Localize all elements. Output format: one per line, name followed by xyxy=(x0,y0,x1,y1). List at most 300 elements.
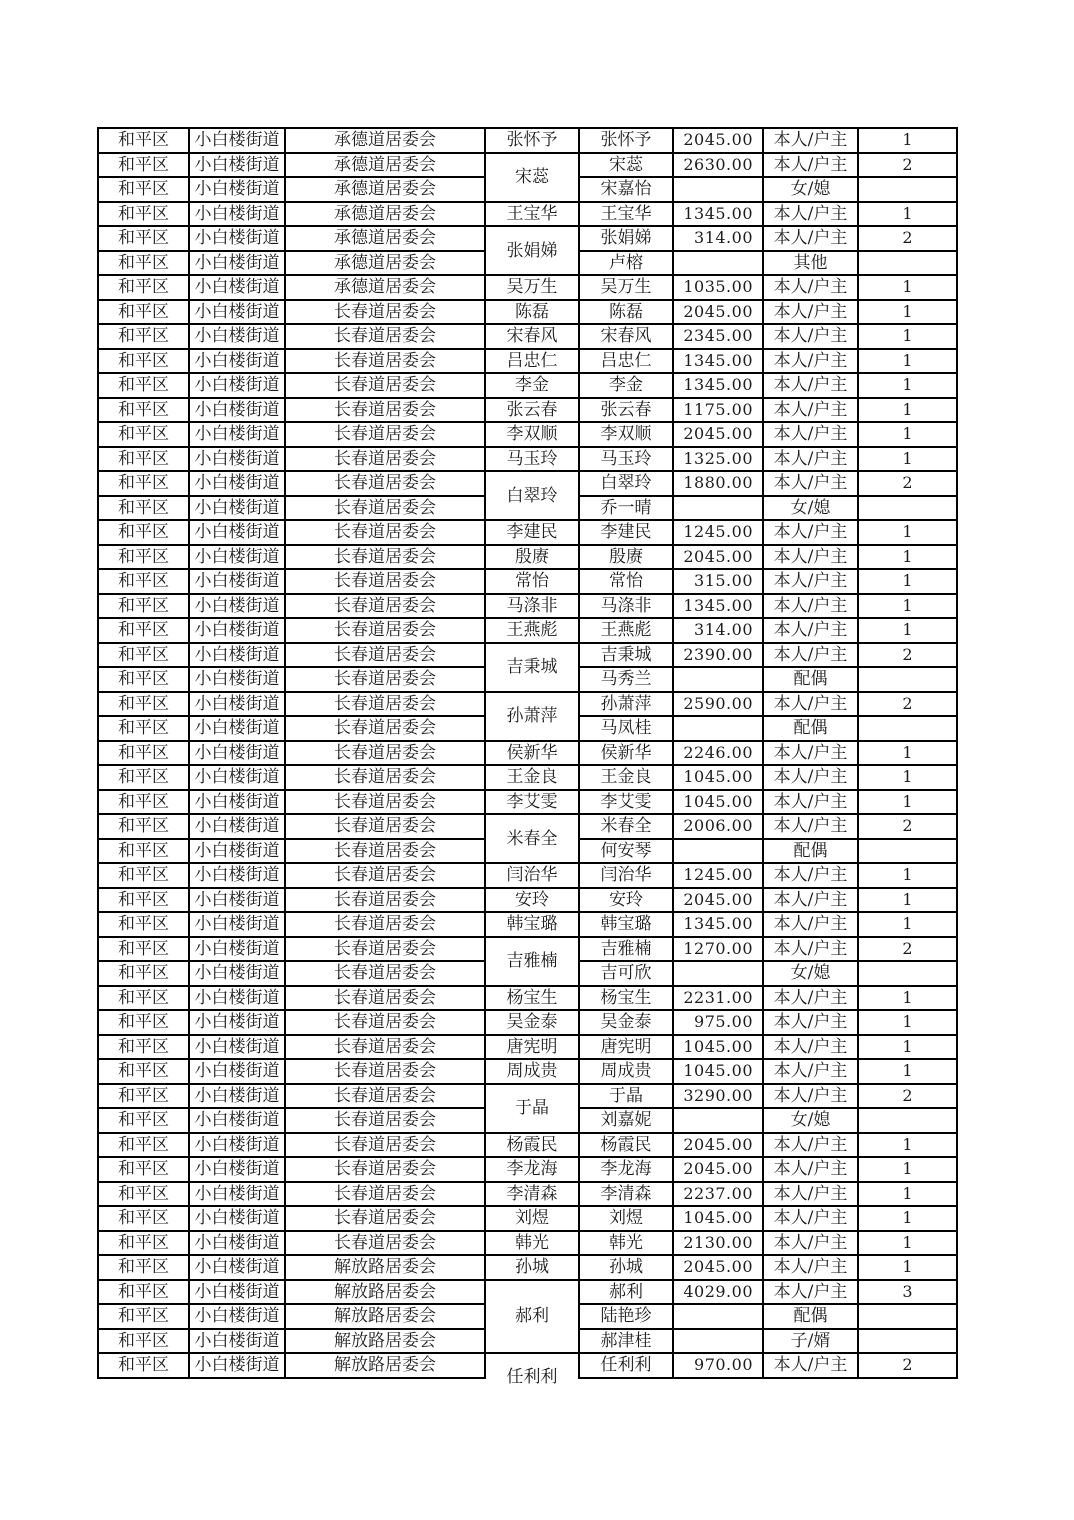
cell-committee: 长春道居委会 xyxy=(285,814,485,839)
cell-relation: 本人/户主 xyxy=(763,373,858,398)
cell-committee: 长春道居委会 xyxy=(285,1059,485,1084)
cell-member: 宋春风 xyxy=(579,324,673,349)
cell-count: 1 xyxy=(858,1231,957,1256)
cell-committee: 长春道居委会 xyxy=(285,618,485,643)
cell-street: 小白楼街道 xyxy=(189,1182,285,1207)
cell-street: 小白楼街道 xyxy=(189,1035,285,1060)
cell-committee: 长春道居委会 xyxy=(285,373,485,398)
cell-member: 陆艳珍 xyxy=(579,1304,673,1329)
cell-amount: 314.00 xyxy=(673,226,763,251)
cell-street: 小白楼街道 xyxy=(189,839,285,864)
cell-district: 和平区 xyxy=(98,716,189,741)
cell-member: 安玲 xyxy=(579,888,673,913)
cell-street: 小白楼街道 xyxy=(189,447,285,472)
cell-member: 王燕彪 xyxy=(579,618,673,643)
cell-amount xyxy=(673,1304,763,1329)
cell-relation: 女/媳 xyxy=(763,1108,858,1133)
cell-committee: 长春道居委会 xyxy=(285,520,485,545)
cell-committee: 承德道居委会 xyxy=(285,153,485,178)
cell-amount: 4029.00 xyxy=(673,1280,763,1305)
cell-member: 吉秉城 xyxy=(579,643,673,668)
cell-household-head: 张怀予 xyxy=(485,128,579,153)
cell-count: 1 xyxy=(858,912,957,937)
cell-relation: 本人/户主 xyxy=(763,324,858,349)
table-row xyxy=(98,545,957,570)
table-row xyxy=(98,1280,957,1305)
cell-amount: 1175.00 xyxy=(673,398,763,423)
cell-count: 1 xyxy=(858,520,957,545)
cell-committee: 长春道居委会 xyxy=(285,643,485,668)
cell-member: 郝津桂 xyxy=(579,1329,673,1354)
cell-committee: 长春道居委会 xyxy=(285,1035,485,1060)
cell-amount xyxy=(673,667,763,692)
table-row xyxy=(98,324,957,349)
cell-relation: 本人/户主 xyxy=(763,447,858,472)
cell-district: 和平区 xyxy=(98,937,189,962)
cell-committee: 承德道居委会 xyxy=(285,128,485,153)
cell-district: 和平区 xyxy=(98,275,189,300)
cell-count xyxy=(858,496,957,521)
cell-committee: 解放路居委会 xyxy=(285,1280,485,1305)
cell-member: 李龙海 xyxy=(579,1157,673,1182)
cell-relation: 本人/户主 xyxy=(763,422,858,447)
cell-committee: 长春道居委会 xyxy=(285,545,485,570)
cell-household-head: 吴万生 xyxy=(485,275,579,300)
cell-amount: 3290.00 xyxy=(673,1084,763,1109)
cell-member: 马玉玲 xyxy=(579,447,673,472)
cell-district: 和平区 xyxy=(98,1206,189,1231)
cell-committee: 长春道居委会 xyxy=(285,961,485,986)
cell-member: 常怡 xyxy=(579,569,673,594)
cell-household-head: 张云春 xyxy=(485,398,579,423)
cell-district: 和平区 xyxy=(98,128,189,153)
cell-count xyxy=(858,667,957,692)
cell-committee: 承德道居委会 xyxy=(285,226,485,251)
cell-street: 小白楼街道 xyxy=(189,569,285,594)
cell-committee: 长春道居委会 xyxy=(285,1231,485,1256)
cell-relation: 本人/户主 xyxy=(763,1010,858,1035)
cell-committee: 长春道居委会 xyxy=(285,324,485,349)
table-row xyxy=(98,422,957,447)
cell-member: 李艾雯 xyxy=(579,790,673,815)
cell-street: 小白楼街道 xyxy=(189,937,285,962)
cell-relation: 本人/户主 xyxy=(763,912,858,937)
cell-household-head: 杨霞民 xyxy=(485,1133,579,1158)
cell-relation: 本人/户主 xyxy=(763,643,858,668)
cell-amount: 1345.00 xyxy=(673,373,763,398)
cell-count: 1 xyxy=(858,1035,957,1060)
cell-count: 2 xyxy=(858,153,957,178)
cell-street: 小白楼街道 xyxy=(189,765,285,790)
cell-relation: 本人/户主 xyxy=(763,545,858,570)
cell-relation: 其他 xyxy=(763,251,858,276)
table-row xyxy=(98,520,957,545)
cell-member: 孙城 xyxy=(579,1255,673,1280)
cell-amount: 1245.00 xyxy=(673,863,763,888)
cell-member: 李建民 xyxy=(579,520,673,545)
table-row xyxy=(98,202,957,227)
cell-street: 小白楼街道 xyxy=(189,1084,285,1109)
cell-household-head xyxy=(485,1353,579,1387)
cell-street: 小白楼街道 xyxy=(189,324,285,349)
cell-household-head: 宋春风 xyxy=(485,324,579,349)
cell-committee: 长春道居委会 xyxy=(285,937,485,962)
cell-member: 吉雅楠 xyxy=(579,937,673,962)
cell-relation: 本人/户主 xyxy=(763,1280,858,1305)
cell-street: 小白楼街道 xyxy=(189,716,285,741)
cell-count xyxy=(858,961,957,986)
cell-household-head: 李艾雯 xyxy=(485,790,579,815)
cell-household-head: 韩光 xyxy=(485,1231,579,1256)
cell-member: 刘嘉妮 xyxy=(579,1108,673,1133)
cell-member: 韩宝璐 xyxy=(579,912,673,937)
cell-member: 李清森 xyxy=(579,1182,673,1207)
cell-committee: 长春道居委会 xyxy=(285,986,485,1011)
resident-subsidy-table xyxy=(97,127,958,1387)
cell-committee: 长春道居委会 xyxy=(285,398,485,423)
table-row xyxy=(98,349,957,374)
cell-relation: 本人/户主 xyxy=(763,1182,858,1207)
table-row xyxy=(98,986,957,1011)
cell-relation: 本人/户主 xyxy=(763,1255,858,1280)
cell-street: 小白楼街道 xyxy=(189,471,285,496)
cell-street: 小白楼街道 xyxy=(189,741,285,766)
cell-district: 和平区 xyxy=(98,177,189,202)
cell-district: 和平区 xyxy=(98,251,189,276)
cell-district: 和平区 xyxy=(98,349,189,374)
cell-amount: 1035.00 xyxy=(673,275,763,300)
cell-member: 吕忠仁 xyxy=(579,349,673,374)
cell-member: 宋嘉怡 xyxy=(579,177,673,202)
cell-district: 和平区 xyxy=(98,839,189,864)
cell-amount: 2237.00 xyxy=(673,1182,763,1207)
cell-household-head: 吉雅楠 xyxy=(485,937,579,986)
table-row xyxy=(98,398,957,423)
cell-amount: 1270.00 xyxy=(673,937,763,962)
cell-street: 小白楼街道 xyxy=(189,912,285,937)
cell-count: 2 xyxy=(858,471,957,496)
table-row xyxy=(98,1035,957,1060)
cell-amount: 1325.00 xyxy=(673,447,763,472)
cell-district: 和平区 xyxy=(98,496,189,521)
cell-household-head: 刘煜 xyxy=(485,1206,579,1231)
cell-member: 李双顺 xyxy=(579,422,673,447)
cell-committee: 长春道居委会 xyxy=(285,300,485,325)
cell-committee: 长春道居委会 xyxy=(285,1182,485,1207)
cell-street: 小白楼街道 xyxy=(189,1255,285,1280)
cell-district: 和平区 xyxy=(98,1304,189,1329)
cell-household-head: 白翠玲 xyxy=(485,471,579,520)
cell-amount xyxy=(673,251,763,276)
cell-count: 2 xyxy=(858,226,957,251)
cell-relation: 女/媳 xyxy=(763,496,858,521)
cell-relation: 本人/户主 xyxy=(763,1059,858,1084)
cell-committee: 长春道居委会 xyxy=(285,447,485,472)
cell-count: 1 xyxy=(858,1010,957,1035)
cell-committee: 长春道居委会 xyxy=(285,1133,485,1158)
cell-count: 1 xyxy=(858,594,957,619)
cell-amount: 2045.00 xyxy=(673,300,763,325)
table-row xyxy=(98,569,957,594)
cell-relation: 本人/户主 xyxy=(763,1035,858,1060)
cell-amount: 2045.00 xyxy=(673,128,763,153)
cell-district: 和平区 xyxy=(98,1329,189,1354)
cell-relation: 本人/户主 xyxy=(763,692,858,717)
cell-relation: 本人/户主 xyxy=(763,471,858,496)
cell-relation: 女/媳 xyxy=(763,961,858,986)
cell-district: 和平区 xyxy=(98,888,189,913)
cell-amount: 1045.00 xyxy=(673,790,763,815)
cell-count xyxy=(858,1304,957,1329)
table-row xyxy=(98,618,957,643)
cell-street: 小白楼街道 xyxy=(189,618,285,643)
cell-member: 吴万生 xyxy=(579,275,673,300)
cell-household-head: 吕忠仁 xyxy=(485,349,579,374)
cell-district: 和平区 xyxy=(98,1084,189,1109)
cell-street: 小白楼街道 xyxy=(189,1133,285,1158)
cell-district: 和平区 xyxy=(98,1059,189,1084)
cell-household-head: 陈磊 xyxy=(485,300,579,325)
cell-street: 小白楼街道 xyxy=(189,520,285,545)
cell-committee: 承德道居委会 xyxy=(285,177,485,202)
cell-household-head: 张娟娣 xyxy=(485,226,579,275)
cell-amount: 1045.00 xyxy=(673,1206,763,1231)
cell-amount: 1045.00 xyxy=(673,1035,763,1060)
cell-street: 小白楼街道 xyxy=(189,1206,285,1231)
cell-committee: 承德道居委会 xyxy=(285,202,485,227)
table-row xyxy=(98,765,957,790)
cell-count xyxy=(858,716,957,741)
cell-district: 和平区 xyxy=(98,1280,189,1305)
cell-amount: 2630.00 xyxy=(673,153,763,178)
cell-member: 马凤桂 xyxy=(579,716,673,741)
cell-committee: 长春道居委会 xyxy=(285,863,485,888)
cell-street: 小白楼街道 xyxy=(189,373,285,398)
cell-district: 和平区 xyxy=(98,153,189,178)
cell-district: 和平区 xyxy=(98,300,189,325)
cell-count: 1 xyxy=(858,349,957,374)
cell-member: 任利利 xyxy=(579,1353,673,1378)
cell-committee: 解放路居委会 xyxy=(285,1304,485,1329)
cell-amount: 2006.00 xyxy=(673,814,763,839)
cell-street: 小白楼街道 xyxy=(189,496,285,521)
cell-committee: 长春道居委会 xyxy=(285,888,485,913)
cell-amount xyxy=(673,716,763,741)
cell-street: 小白楼街道 xyxy=(189,1157,285,1182)
cell-member: 闫治华 xyxy=(579,863,673,888)
cell-household-head: 唐宪明 xyxy=(485,1035,579,1060)
cell-committee: 长春道居委会 xyxy=(285,1157,485,1182)
table-row xyxy=(98,1206,957,1231)
cell-relation: 本人/户主 xyxy=(763,275,858,300)
table-row xyxy=(98,447,957,472)
cell-committee: 长春道居委会 xyxy=(285,692,485,717)
cell-member: 刘煜 xyxy=(579,1206,673,1231)
cell-amount: 2390.00 xyxy=(673,643,763,668)
cell-household-head: 王金良 xyxy=(485,765,579,790)
cell-household-head: 王宝华 xyxy=(485,202,579,227)
cell-relation: 本人/户主 xyxy=(763,1133,858,1158)
cell-count: 1 xyxy=(858,398,957,423)
cell-relation: 女/媳 xyxy=(763,177,858,202)
cell-relation: 本人/户主 xyxy=(763,863,858,888)
cell-count: 1 xyxy=(858,545,957,570)
cell-relation: 本人/户主 xyxy=(763,128,858,153)
cell-amount: 1880.00 xyxy=(673,471,763,496)
cell-committee: 长春道居委会 xyxy=(285,349,485,374)
table-row xyxy=(98,1157,957,1182)
cell-amount: 970.00 xyxy=(673,1353,763,1378)
cell-relation: 本人/户主 xyxy=(763,1231,858,1256)
cell-district: 和平区 xyxy=(98,447,189,472)
cell-count: 1 xyxy=(858,447,957,472)
cell-relation: 配偶 xyxy=(763,1304,858,1329)
cell-street: 小白楼街道 xyxy=(189,814,285,839)
cell-amount: 2045.00 xyxy=(673,888,763,913)
cell-household-head: 杨宝生 xyxy=(485,986,579,1011)
cell-street: 小白楼街道 xyxy=(189,692,285,717)
cell-member: 王金良 xyxy=(579,765,673,790)
table-row xyxy=(98,863,957,888)
cell-amount xyxy=(673,839,763,864)
cell-relation: 本人/户主 xyxy=(763,398,858,423)
cell-street: 小白楼街道 xyxy=(189,422,285,447)
table-row xyxy=(98,1010,957,1035)
cell-street: 小白楼街道 xyxy=(189,594,285,619)
cell-district: 和平区 xyxy=(98,569,189,594)
cell-amount: 2045.00 xyxy=(673,1157,763,1182)
cell-count xyxy=(858,177,957,202)
cell-household-head: 孙城 xyxy=(485,1255,579,1280)
cell-committee: 解放路居委会 xyxy=(285,1329,485,1354)
cell-member: 孙萧萍 xyxy=(579,692,673,717)
cell-household-head: 李金 xyxy=(485,373,579,398)
cell-count xyxy=(858,1108,957,1133)
cell-relation: 本人/户主 xyxy=(763,569,858,594)
cell-district: 和平区 xyxy=(98,986,189,1011)
cell-amount: 2045.00 xyxy=(673,1255,763,1280)
cell-household-head: 李建民 xyxy=(485,520,579,545)
cell-household-head: 周成贵 xyxy=(485,1059,579,1084)
cell-count: 1 xyxy=(858,1255,957,1280)
cell-count: 1 xyxy=(858,863,957,888)
cell-relation: 本人/户主 xyxy=(763,520,858,545)
cell-relation: 本人/户主 xyxy=(763,1353,858,1378)
cell-amount: 314.00 xyxy=(673,618,763,643)
cell-relation: 本人/户主 xyxy=(763,618,858,643)
cell-amount: 2045.00 xyxy=(673,1133,763,1158)
cell-household-head: 韩宝璐 xyxy=(485,912,579,937)
cell-count: 1 xyxy=(858,888,957,913)
cell-count: 2 xyxy=(858,1353,957,1378)
cell-street: 小白楼街道 xyxy=(189,1108,285,1133)
cell-relation: 本人/户主 xyxy=(763,226,858,251)
cell-member: 周成贵 xyxy=(579,1059,673,1084)
cell-district: 和平区 xyxy=(98,471,189,496)
cell-amount xyxy=(673,496,763,521)
cell-household-head: 李清森 xyxy=(485,1182,579,1207)
cell-committee: 长春道居委会 xyxy=(285,594,485,619)
cell-district: 和平区 xyxy=(98,961,189,986)
cell-household-head: 安玲 xyxy=(485,888,579,913)
table-row xyxy=(98,128,957,153)
table-row xyxy=(98,643,957,668)
cell-district: 和平区 xyxy=(98,373,189,398)
table-row xyxy=(98,790,957,815)
cell-household-head: 于晶 xyxy=(485,1084,579,1133)
cell-street: 小白楼街道 xyxy=(189,226,285,251)
cell-street: 小白楼街道 xyxy=(189,1231,285,1256)
cell-amount: 1245.00 xyxy=(673,520,763,545)
cell-district: 和平区 xyxy=(98,692,189,717)
table-row xyxy=(98,912,957,937)
cell-district: 和平区 xyxy=(98,741,189,766)
cell-household-head: 宋蕊 xyxy=(485,153,579,202)
cell-household-head: 马涤非 xyxy=(485,594,579,619)
cell-household-head: 殷赓 xyxy=(485,545,579,570)
cell-committee: 长春道居委会 xyxy=(285,667,485,692)
cell-amount: 2246.00 xyxy=(673,741,763,766)
table-row xyxy=(98,275,957,300)
cell-household-head: 孙萧萍 xyxy=(485,692,579,741)
cell-district: 和平区 xyxy=(98,1231,189,1256)
table-row xyxy=(98,373,957,398)
cell-street: 小白楼街道 xyxy=(189,863,285,888)
cell-relation: 本人/户主 xyxy=(763,986,858,1011)
table-row xyxy=(98,300,957,325)
cell-street: 小白楼街道 xyxy=(189,128,285,153)
cell-amount: 315.00 xyxy=(673,569,763,594)
cell-member: 宋蕊 xyxy=(579,153,673,178)
cell-member: 白翠玲 xyxy=(579,471,673,496)
cell-district: 和平区 xyxy=(98,1010,189,1035)
cell-district: 和平区 xyxy=(98,398,189,423)
cell-committee: 长春道居委会 xyxy=(285,496,485,521)
cell-count: 1 xyxy=(858,422,957,447)
cell-committee: 长春道居委会 xyxy=(285,1010,485,1035)
cell-member: 李金 xyxy=(579,373,673,398)
cell-amount: 1345.00 xyxy=(673,594,763,619)
cell-household-head: 吉秉城 xyxy=(485,643,579,692)
cell-street: 小白楼街道 xyxy=(189,1280,285,1305)
table-row xyxy=(98,594,957,619)
table-row xyxy=(98,1133,957,1158)
cell-district: 和平区 xyxy=(98,618,189,643)
cell-street: 小白楼街道 xyxy=(189,251,285,276)
cell-street: 小白楼街道 xyxy=(189,153,285,178)
cell-member: 陈磊 xyxy=(579,300,673,325)
cell-count: 1 xyxy=(858,986,957,1011)
cell-household-head: 马玉玲 xyxy=(485,447,579,472)
cell-count: 2 xyxy=(858,937,957,962)
cell-relation: 本人/户主 xyxy=(763,765,858,790)
cell-household-head: 常怡 xyxy=(485,569,579,594)
cell-committee: 长春道居委会 xyxy=(285,912,485,937)
table-row xyxy=(98,226,957,251)
cell-district: 和平区 xyxy=(98,912,189,937)
cell-district: 和平区 xyxy=(98,1182,189,1207)
cell-member: 韩光 xyxy=(579,1231,673,1256)
cell-member: 杨霞民 xyxy=(579,1133,673,1158)
clipped-household-head-text: 任利利 xyxy=(506,1367,558,1387)
cell-count: 1 xyxy=(858,300,957,325)
cell-committee: 长春道居委会 xyxy=(285,1206,485,1231)
table-row xyxy=(98,1182,957,1207)
cell-member: 杨宝生 xyxy=(579,986,673,1011)
cell-household-head: 李双顺 xyxy=(485,422,579,447)
cell-committee: 长春道居委会 xyxy=(285,569,485,594)
cell-amount: 2345.00 xyxy=(673,324,763,349)
